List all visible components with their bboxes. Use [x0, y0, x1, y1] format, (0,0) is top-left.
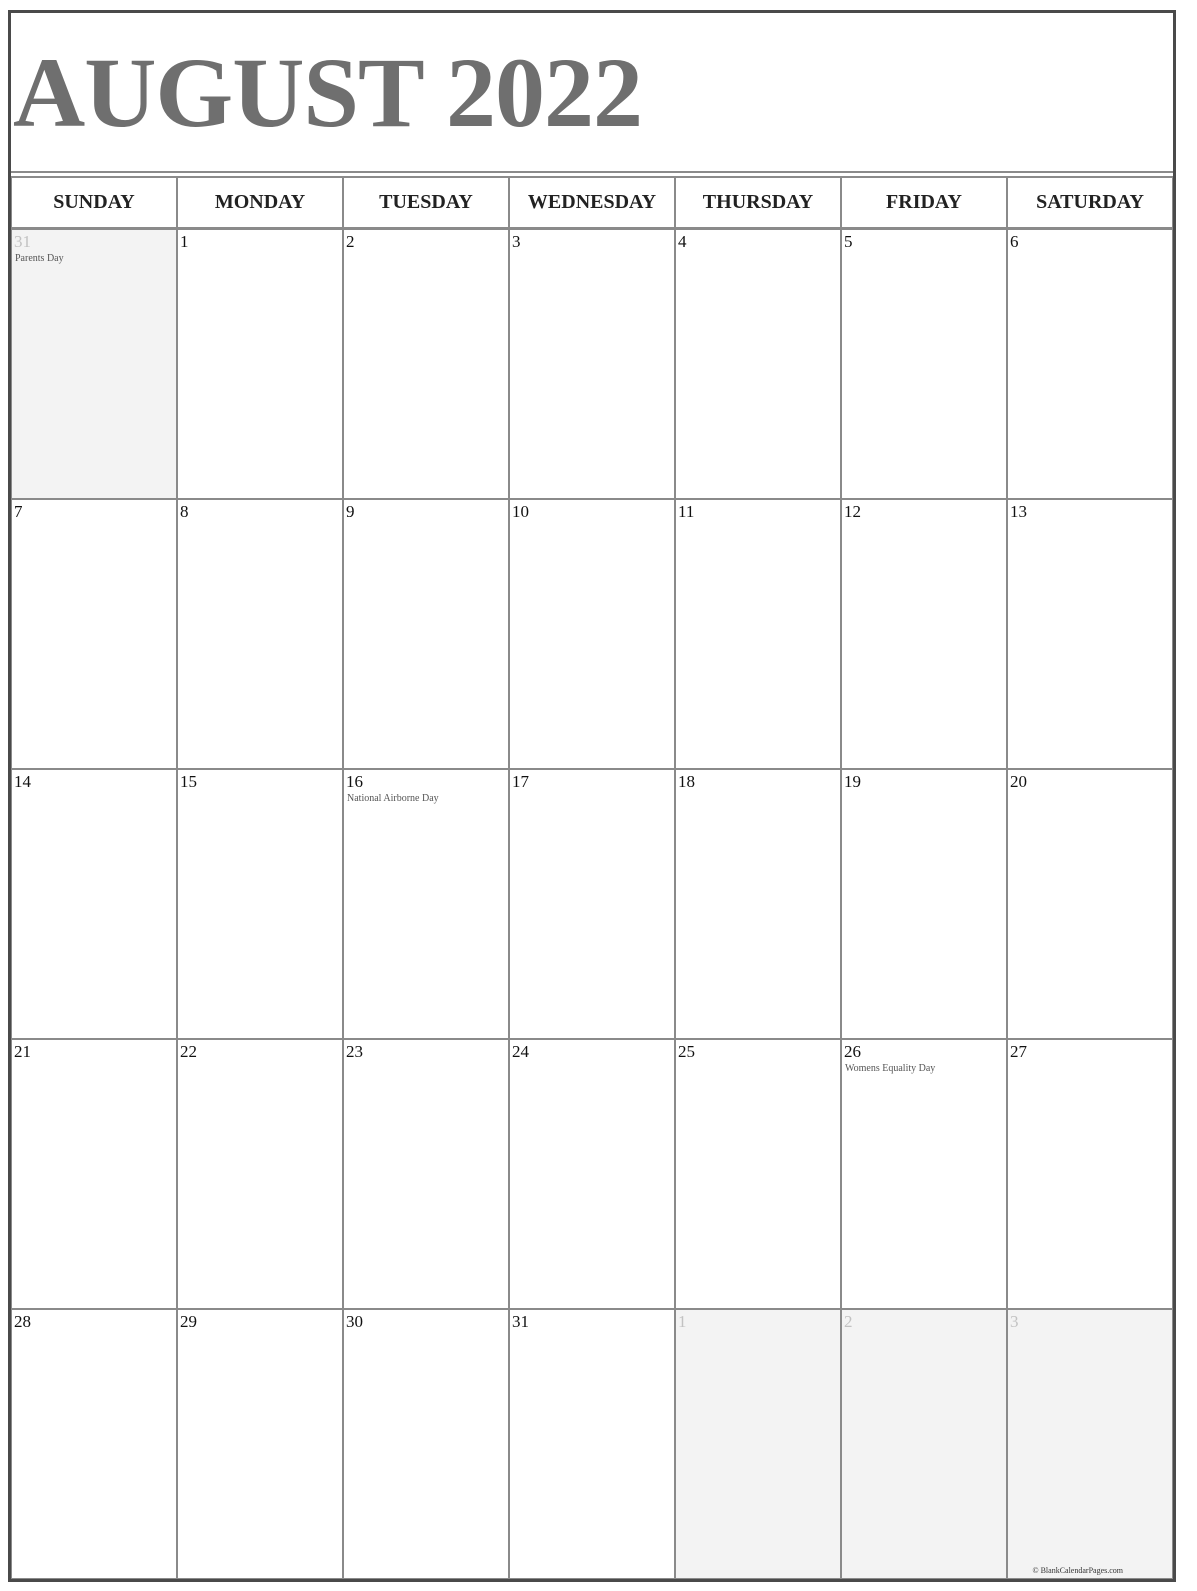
day-cell [841, 769, 1007, 1039]
day-number: 10 [512, 502, 529, 521]
day-cell [177, 499, 343, 769]
day-cell [343, 769, 509, 1039]
weekday-header: SATURDAY [1007, 176, 1173, 229]
day-number: 20 [1010, 772, 1027, 791]
day-number: 31 [512, 1312, 529, 1331]
day-number: 2 [346, 232, 355, 251]
day-number: 16 [346, 772, 363, 791]
day-cell [343, 1309, 509, 1579]
day-cell [509, 499, 675, 769]
day-cell [177, 769, 343, 1039]
day-cell-outside-month [675, 1309, 841, 1579]
day-number: 17 [512, 772, 529, 791]
day-cell [841, 1039, 1007, 1309]
weekday-header-row [11, 176, 1173, 229]
calendar-page [8, 10, 1176, 1582]
day-cell [11, 1039, 177, 1309]
event-label: National Airborne Day [347, 793, 439, 804]
day-number: 22 [180, 1042, 197, 1061]
day-number: 5 [844, 232, 853, 251]
day-cell [343, 229, 509, 499]
day-cell [177, 229, 343, 499]
day-number: 19 [844, 772, 861, 791]
day-number: 1 [678, 1312, 687, 1331]
day-cell [11, 769, 177, 1039]
day-cell-outside-month [1007, 1309, 1173, 1579]
weekday-header: SUNDAY [11, 176, 177, 229]
event-label: Parents Day [15, 253, 64, 264]
day-cell-outside-month [841, 1309, 1007, 1579]
day-number: 21 [14, 1042, 31, 1061]
weekday-header: FRIDAY [841, 176, 1007, 229]
weekday-header: MONDAY [177, 176, 343, 229]
day-number: 8 [180, 502, 189, 521]
day-cell [11, 499, 177, 769]
day-cell [1007, 499, 1173, 769]
day-number: 1 [180, 232, 189, 251]
day-cell-outside-month [11, 229, 177, 499]
calendar-grid [11, 229, 1173, 1579]
day-number: 9 [346, 502, 355, 521]
event-label: Womens Equality Day [845, 1063, 936, 1074]
day-number: 31 [14, 232, 31, 251]
day-cell [675, 229, 841, 499]
day-number: 25 [678, 1042, 695, 1061]
day-number: 23 [346, 1042, 363, 1061]
day-cell [1007, 769, 1173, 1039]
day-number: 30 [346, 1312, 363, 1331]
day-cell [177, 1309, 343, 1579]
day-number: 4 [678, 232, 687, 251]
day-number: 18 [678, 772, 695, 791]
day-cell [675, 499, 841, 769]
day-cell [841, 229, 1007, 499]
day-number: 29 [180, 1312, 197, 1331]
page-title: AUGUST 2022 [13, 37, 642, 148]
day-number: 2 [844, 1312, 853, 1331]
title-band [11, 13, 1173, 173]
day-number: 11 [678, 502, 695, 521]
weekday-header: TUESDAY [343, 176, 509, 229]
day-number: 15 [180, 772, 197, 791]
day-number: 28 [14, 1312, 31, 1331]
day-cell [343, 499, 509, 769]
day-number: 3 [512, 232, 521, 251]
weekday-header: WEDNESDAY [509, 176, 675, 229]
weekday-header: THURSDAY [675, 176, 841, 229]
day-cell [841, 499, 1007, 769]
day-number: 14 [14, 772, 31, 791]
day-number: 7 [14, 502, 23, 521]
day-cell [177, 1039, 343, 1309]
day-cell [1007, 1039, 1173, 1309]
day-number: 27 [1010, 1042, 1027, 1061]
day-cell [509, 1039, 675, 1309]
day-number: 26 [844, 1042, 861, 1061]
day-cell [675, 1039, 841, 1309]
day-cell [509, 229, 675, 499]
day-cell [1007, 229, 1173, 499]
day-number: 12 [844, 502, 861, 521]
day-cell [509, 769, 675, 1039]
day-cell [675, 769, 841, 1039]
day-cell [343, 1039, 509, 1309]
day-number: 24 [512, 1042, 529, 1061]
day-number: 13 [1010, 502, 1027, 521]
day-number: 3 [1010, 1312, 1019, 1331]
credit-text: © BlankCalendarPages.com [1032, 1566, 1123, 1575]
day-cell [509, 1309, 675, 1579]
day-number: 6 [1010, 232, 1019, 251]
day-cell [11, 1309, 177, 1579]
